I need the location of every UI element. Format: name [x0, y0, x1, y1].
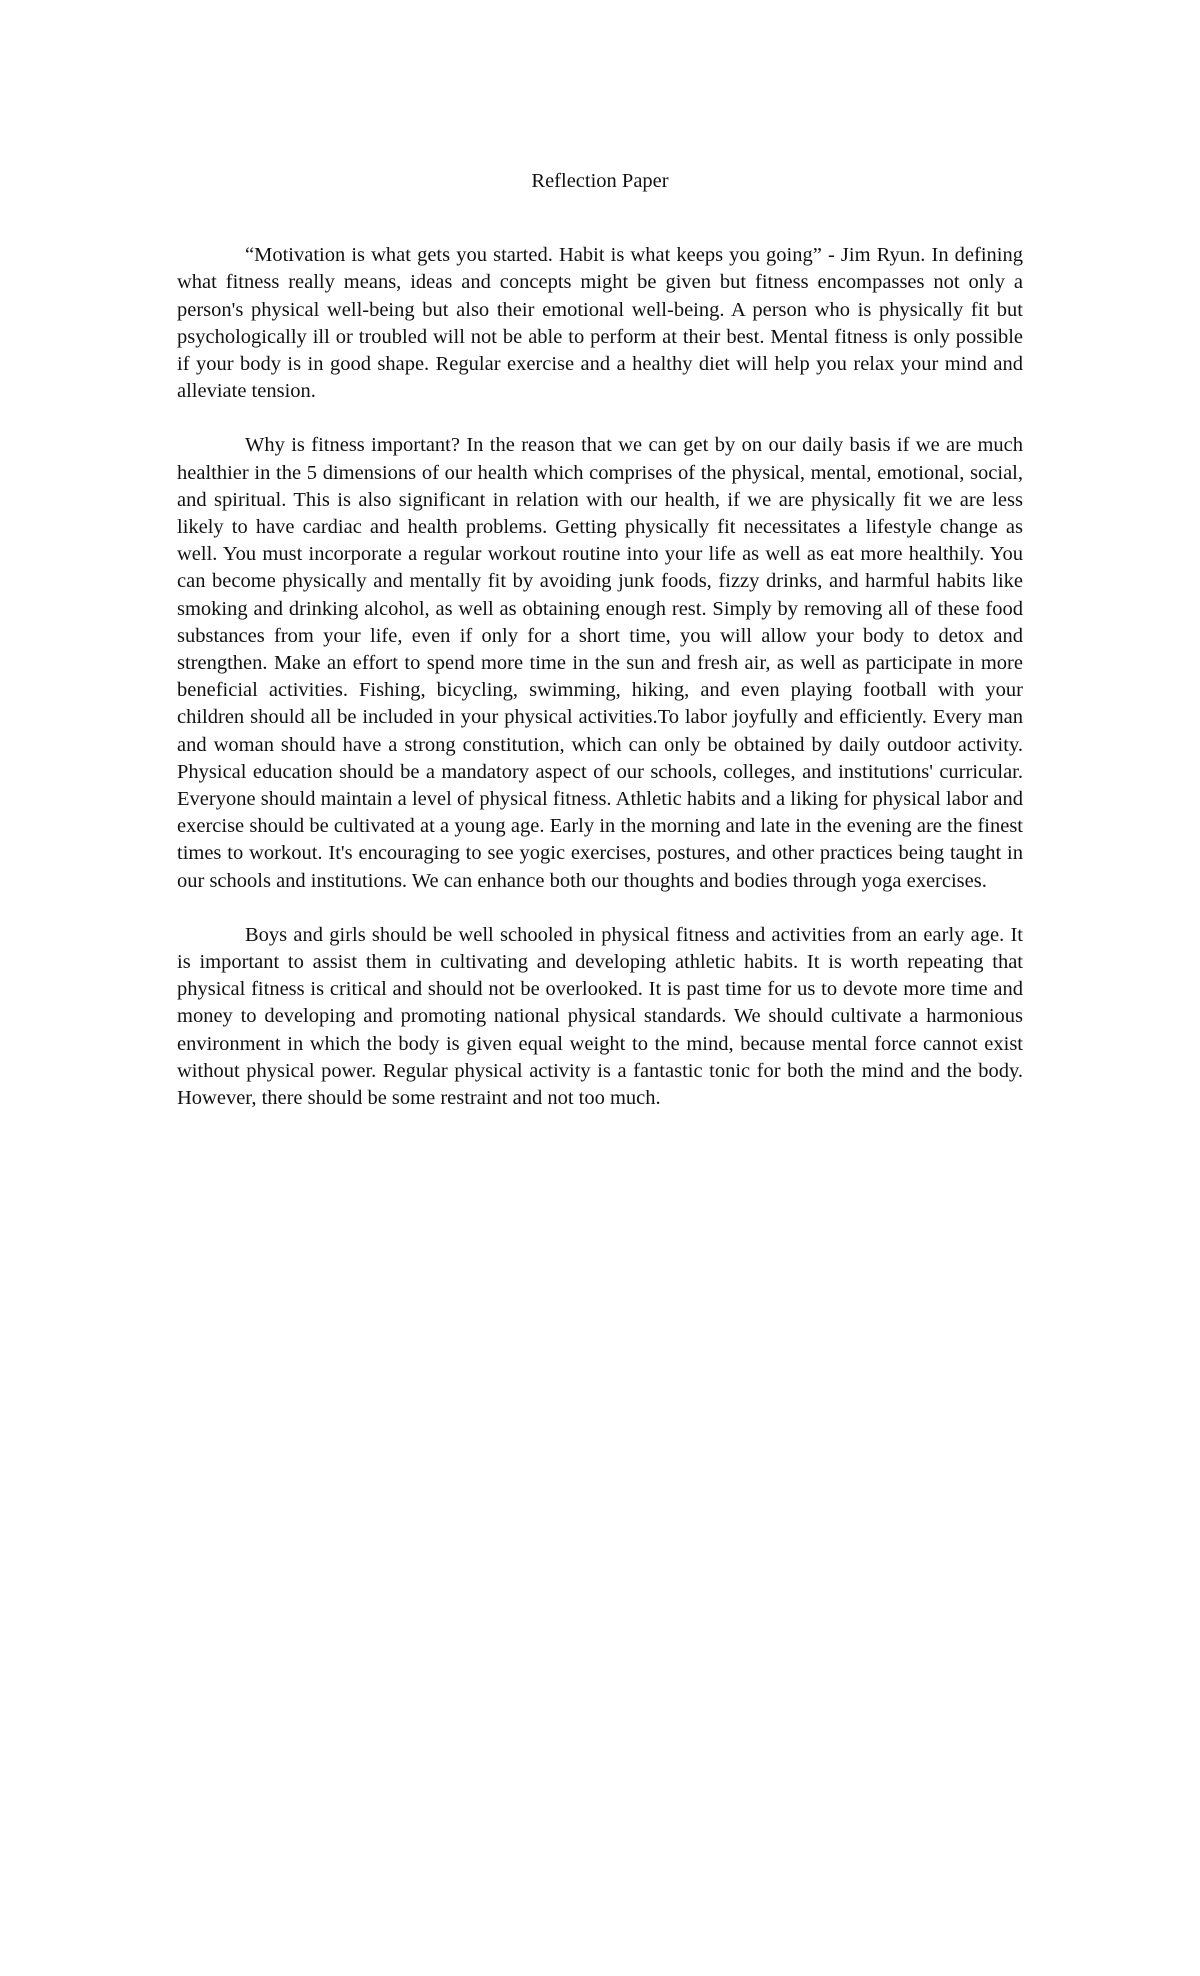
paragraph-conclusion: Boys and girls should be well schooled in physical fitness and activities from an early age. It is important to assist them in cultivating and developing athletic habits. It is worth repeating that physical fitness is critical and should not be overlooked. It is past time for us to devote more time and money to developing and promoting national physical standards. We should cultivate a harmonious environment in which the body is given equal weight to the mind, because mental force cannot exist without physical power. Regular physical activity is a fantastic tonic for both the mind and the body. However, there should be some restraint and not too much.: [177, 923, 1023, 1110]
paragraph-intro: “Motivation is what gets you started. Habit is what keeps you going” - Jim Ryun. In defining what fitness really means, ideas and concepts might be given but fitness encompasses not only a person's physical well-being but also their emotional well-being. A person who is physically fit but psychologically ill or troubled will not be able to perform at their best. Mental fitness is only possible if your body is in good shape. Regular exercise and a healthy diet will help you relax your mind and alleviate tension.: [177, 244, 1023, 403]
document-title: Reflection Paper: [531, 170, 669, 192]
paragraph-importance: Why is fitness important? In the reason that we can get by on our daily basis if we are much healthier in the 5 dimensions of our health which comprises of the physical, mental, emotional, social, and spiritual. This is also significant in relation with our health, if we are physically fit we are less likely to have cardiac and health problems. Getting physically fit necessitates a lifestyle change as well. You must incorporate a regular workout routine into your life as well as eat more healthily. You can become physically and mentally fit by avoiding junk foods, fizzy drinks, and harmful habits like smoking and drinking alcohol, as well as obtaining enough rest. Simply by removing all of these food substances from your life, even if only for a short time, you will allow your body to detox and strengthen. Make an effort to spend more time in the sun and fresh air, as well as participate in more beneficial activities. Fishing, bicycling, swimming, hiking, and even playing football with your children should all be included in your physical activities.To labor joyfully and efficiently. Every man and woman should have a strong constitution, which can only be obtained by daily outdoor activity. Physical education should be a mandatory aspect of our schools, colleges, and institutions' curricular. Everyone should maintain a level of physical fitness. Athletic habits and a liking for physical labor and exercise should be cultivated at a young age. Early in the morning and late in the evening are the finest times to workout. It's encouraging to see yogic exercises, postures, and other practices being taught in our schools and institutions. We can enhance both our thoughts and bodies through yoga exercises.: [177, 434, 1023, 892]
document-body: [177, 168, 1023, 1139]
